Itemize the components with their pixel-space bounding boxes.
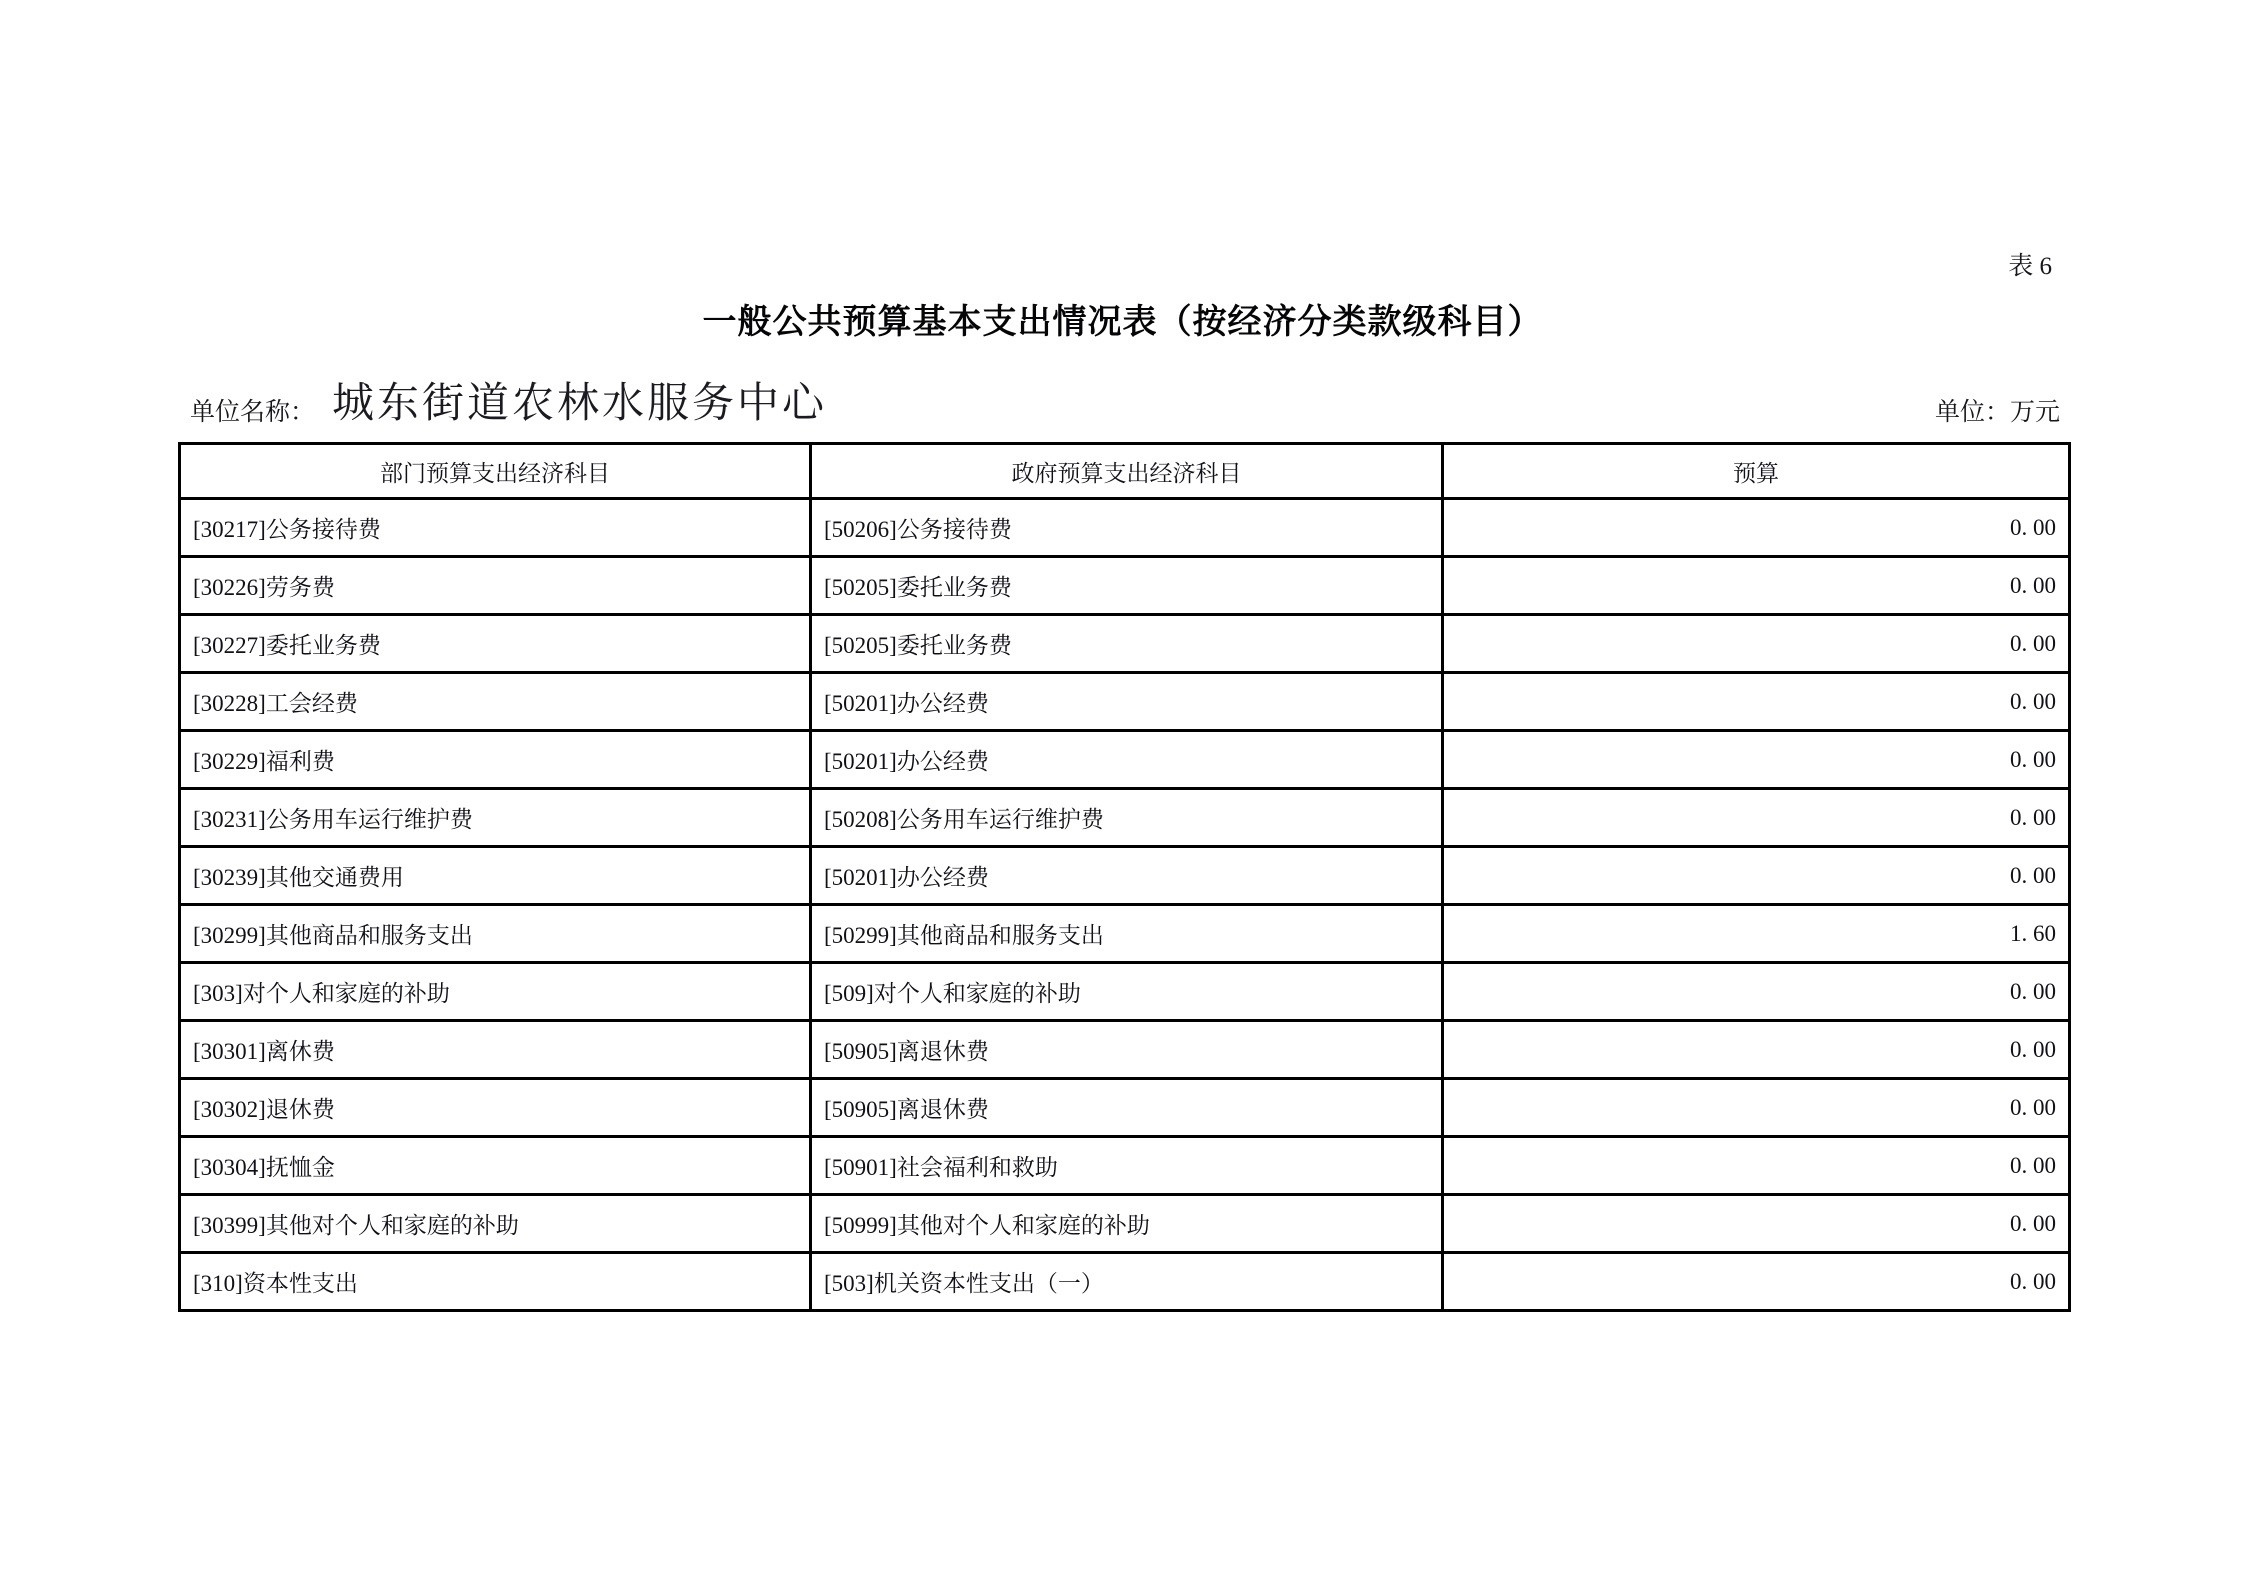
dept-subject-cell: [303]对个人和家庭的补助 (180, 963, 811, 1021)
dept-subject-cell: [30228]工会经费 (180, 673, 811, 731)
unit-name-label: 单位名称： (190, 399, 316, 426)
dept-subject-cell: [30231]公务用车运行维护费 (180, 789, 811, 847)
gov-subject-cell: [503]机关资本性支出（一） (811, 1253, 1443, 1311)
table-number-label: 表 6 (2008, 253, 2052, 280)
table-row (180, 905, 2070, 963)
budget-value-cell: 0. 00 (1443, 731, 2070, 789)
gov-subject-cell: [50208]公务用车运行维护费 (811, 789, 1443, 847)
unit-name-value: 城东街道农林水服务中心 (332, 381, 828, 427)
dept-subject-cell: [30399]其他对个人和家庭的补助 (180, 1195, 811, 1253)
table-row (180, 673, 2070, 731)
gov-subject-cell: [50201]办公经费 (811, 673, 1443, 731)
table-row (180, 499, 2070, 557)
column-header-gov-subject: 政府预算支出经济科目 (811, 444, 1443, 499)
dept-subject-cell: [30304]抚恤金 (180, 1137, 811, 1195)
table-row (180, 557, 2070, 615)
gov-subject-cell: [50205]委托业务费 (811, 557, 1443, 615)
table-row (180, 1079, 2070, 1137)
unit-of-measure-label: 单位：万元 (1934, 399, 2060, 426)
budget-value-cell: 0. 00 (1443, 1079, 2070, 1137)
unit-info-row (0, 366, 2245, 436)
dept-subject-cell: [30301]离休费 (180, 1021, 811, 1079)
table-row (180, 789, 2070, 847)
dept-subject-cell: [30299]其他商品和服务支出 (180, 905, 811, 963)
budget-value-cell: 0. 00 (1443, 1253, 2070, 1311)
budget-value-cell: 0. 00 (1443, 963, 2070, 1021)
dept-subject-cell: [30227]委托业务费 (180, 615, 811, 673)
dept-subject-cell: [310]资本性支出 (180, 1253, 811, 1311)
column-header-dept-subject: 部门预算支出经济科目 (180, 444, 811, 499)
budget-value-cell: 0. 00 (1443, 847, 2070, 905)
budget-value-cell: 0. 00 (1443, 1021, 2070, 1079)
budget-value-cell: 0. 00 (1443, 673, 2070, 731)
header-row (180, 444, 2070, 499)
gov-subject-cell: [509]对个人和家庭的补助 (811, 963, 1443, 1021)
column-header-budget: 预算 (1443, 444, 2070, 499)
budget-value-cell: 0. 00 (1443, 1195, 2070, 1253)
table-body (180, 499, 2070, 1311)
dept-subject-cell: [30226]劳务费 (180, 557, 811, 615)
budget-value-cell: 0. 00 (1443, 615, 2070, 673)
gov-subject-cell: [50206]公务接待费 (811, 499, 1443, 557)
table-row (180, 1021, 2070, 1079)
budget-value-cell: 0. 00 (1443, 1137, 2070, 1195)
dept-subject-cell: [30217]公务接待费 (180, 499, 811, 557)
budget-value-cell: 0. 00 (1443, 499, 2070, 557)
budget-table (178, 442, 2071, 1312)
table-header (180, 444, 2070, 499)
table-row (180, 615, 2070, 673)
gov-subject-cell: [50201]办公经费 (811, 847, 1443, 905)
table-row (180, 1195, 2070, 1253)
gov-subject-cell: [50901]社会福利和救助 (811, 1137, 1443, 1195)
table-row (180, 1137, 2070, 1195)
dept-subject-cell: [30229]福利费 (180, 731, 811, 789)
table-row (180, 847, 2070, 905)
budget-value-cell: 0. 00 (1443, 557, 2070, 615)
dept-subject-cell: [30302]退休费 (180, 1079, 811, 1137)
table-row (180, 731, 2070, 789)
budget-value-cell: 0. 00 (1443, 789, 2070, 847)
gov-subject-cell: [50999]其他对个人和家庭的补助 (811, 1195, 1443, 1253)
budget-value-cell: 1. 60 (1443, 905, 2070, 963)
page-title: 一般公共预算基本支出情况表（按经济分类款级科目） (702, 303, 1543, 341)
gov-subject-cell: [50299]其他商品和服务支出 (811, 905, 1443, 963)
table-row (180, 963, 2070, 1021)
gov-subject-cell: [50205]委托业务费 (811, 615, 1443, 673)
dept-subject-cell: [30239]其他交通费用 (180, 847, 811, 905)
table-row (180, 1253, 2070, 1311)
gov-subject-cell: [50905]离退休费 (811, 1079, 1443, 1137)
gov-subject-cell: [50201]办公经费 (811, 731, 1443, 789)
gov-subject-cell: [50905]离退休费 (811, 1021, 1443, 1079)
